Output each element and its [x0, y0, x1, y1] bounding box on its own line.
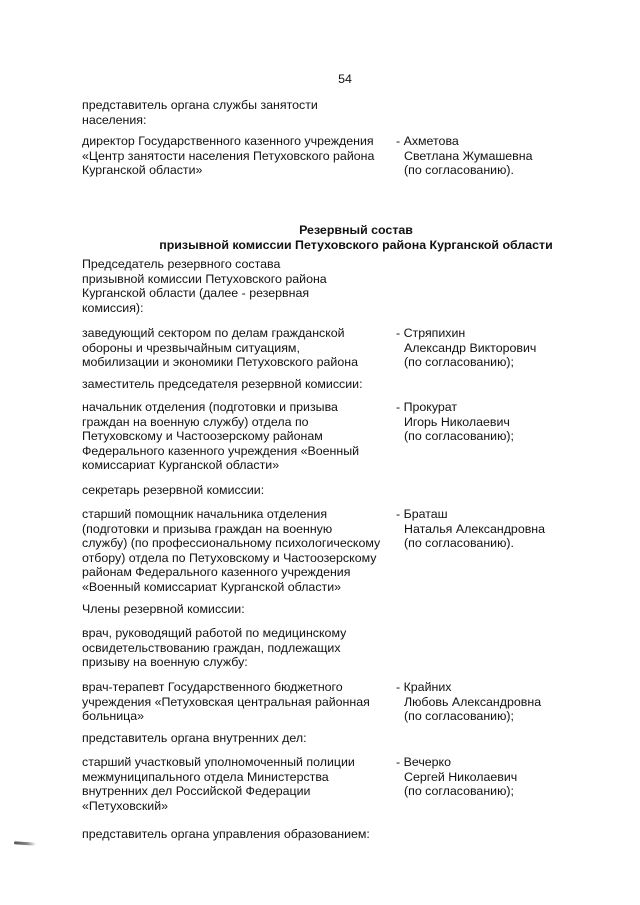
- chairman-person: [396, 326, 596, 370]
- secretary-position: [82, 507, 394, 595]
- deputy-label: заместитель председателя резервной комиссии:: [82, 377, 363, 391]
- text-line: службу) (по профессиональному психологическому: [82, 536, 381, 551]
- text-line: внутренних дел Российской Федерации: [82, 784, 311, 799]
- page-number: 54: [338, 72, 352, 86]
- text-line: Курганской области»: [82, 163, 203, 178]
- text-line: районам Федерального казенного учреждения: [82, 565, 351, 580]
- text-line: населения:: [82, 112, 147, 127]
- person-note: (по согласованию);: [404, 429, 514, 444]
- deputy-position: [82, 400, 394, 473]
- person-surname: - Стряпихин: [396, 326, 466, 340]
- text-line: начальник отделения (подготовки и призыва: [82, 400, 338, 414]
- deputy-person: [396, 400, 596, 444]
- text-line: Курганской области (далее - резервная: [82, 286, 310, 301]
- text-line: заведующий сектором по делам гражданской: [82, 326, 345, 340]
- text-line: (подготовки и призыва граждан на военную: [82, 521, 333, 536]
- police-position: [82, 755, 394, 813]
- text-line: межмуниципального отдела Министерства: [82, 769, 329, 784]
- chairman-label: [82, 257, 327, 315]
- text-line: комиссия):: [82, 300, 144, 315]
- person-surname: - Ахметова: [396, 134, 459, 148]
- person-name: Игорь Николаевич: [404, 414, 510, 429]
- person-surname: - Браташ: [396, 507, 448, 521]
- text-line: директор Государственного казенного учреждения: [82, 134, 374, 148]
- scan-mark: [14, 841, 36, 846]
- person-note: (по согласованию).: [404, 163, 514, 178]
- text-line: представитель органа службы занятости: [82, 98, 318, 112]
- chairman-position: [82, 326, 394, 370]
- secretary-person: [396, 507, 596, 551]
- person-name: Светлана Жумашевна: [404, 148, 533, 163]
- text-line: освидетельствованию граждан, подлежащих: [82, 640, 341, 655]
- text-line: учреждения «Петуховская центральная районная: [82, 694, 370, 709]
- text-line: Федерального казенного учреждения «Военный: [82, 443, 360, 458]
- text-line: старший помощник начальника отделения: [82, 507, 328, 521]
- text-line: граждан на военную службу) отдела по: [82, 414, 309, 429]
- person-name: Любовь Александровна: [404, 694, 542, 709]
- doctor-label: [82, 626, 346, 670]
- person-surname: - Вечерко: [396, 755, 452, 769]
- person-name: Наталья Александровна: [404, 521, 546, 536]
- members-label: Члены резервной комиссии:: [82, 602, 245, 616]
- text-line: обороны и чрезвычайным ситуациям,: [82, 340, 300, 355]
- text-line: Петуховскому и Частоозерскому районам: [82, 429, 323, 444]
- section-heading: [148, 223, 564, 252]
- education-label: представитель органа управления образованием:: [82, 827, 370, 841]
- police-person: [396, 755, 596, 799]
- person-note: (по согласованию);: [404, 709, 514, 724]
- text-line: врач, руководящий работой по медицинскому: [82, 626, 347, 640]
- text-line: отбору) отдела по Петуховскому и Частоозерскому: [82, 550, 377, 565]
- person-name: Сергей Николаевич: [404, 769, 518, 784]
- secretary-label: секретарь резервной комиссии:: [82, 483, 265, 497]
- text-line: комиссариат Курганской области»: [82, 458, 280, 473]
- text-line: призыву на военную службу:: [82, 655, 248, 670]
- person-note: (по согласованию);: [404, 784, 514, 799]
- person-note: (по согласованию);: [404, 355, 514, 370]
- therapist-position: [82, 680, 394, 724]
- text-line: призывной комиссии Петуховского района: [82, 271, 327, 286]
- text-line: больница»: [82, 709, 145, 724]
- text-line: старший участковый уполномоченный полиции: [82, 755, 355, 769]
- heading-line: призывной комиссии Петуховского района Курганской области: [159, 237, 553, 252]
- person-note: (по согласованию).: [404, 536, 514, 551]
- text-line: мобилизации и экономики Петуховского района: [82, 355, 358, 370]
- heading-line: Резервный состав: [299, 223, 413, 237]
- person-name: Александр Викторович: [404, 340, 537, 355]
- text-line: «Центр занятости населения Петуховского района: [82, 148, 375, 163]
- therapist-person: [396, 680, 596, 724]
- person-surname: - Прокурат: [396, 400, 458, 414]
- employment-director-position: [82, 134, 394, 178]
- person-surname: - Крайних: [396, 680, 452, 694]
- employment-director-person: [396, 134, 596, 178]
- text-line: Председатель резервного состава: [82, 257, 281, 271]
- text-line: «Петуховский»: [82, 798, 169, 813]
- employment-service-label: [82, 98, 318, 127]
- text-line: «Военный комиссариат Курганской области»: [82, 579, 342, 594]
- text-line: врач-терапевт Государственного бюджетного: [82, 680, 343, 694]
- police-label: представитель органа внутренних дел:: [82, 731, 307, 745]
